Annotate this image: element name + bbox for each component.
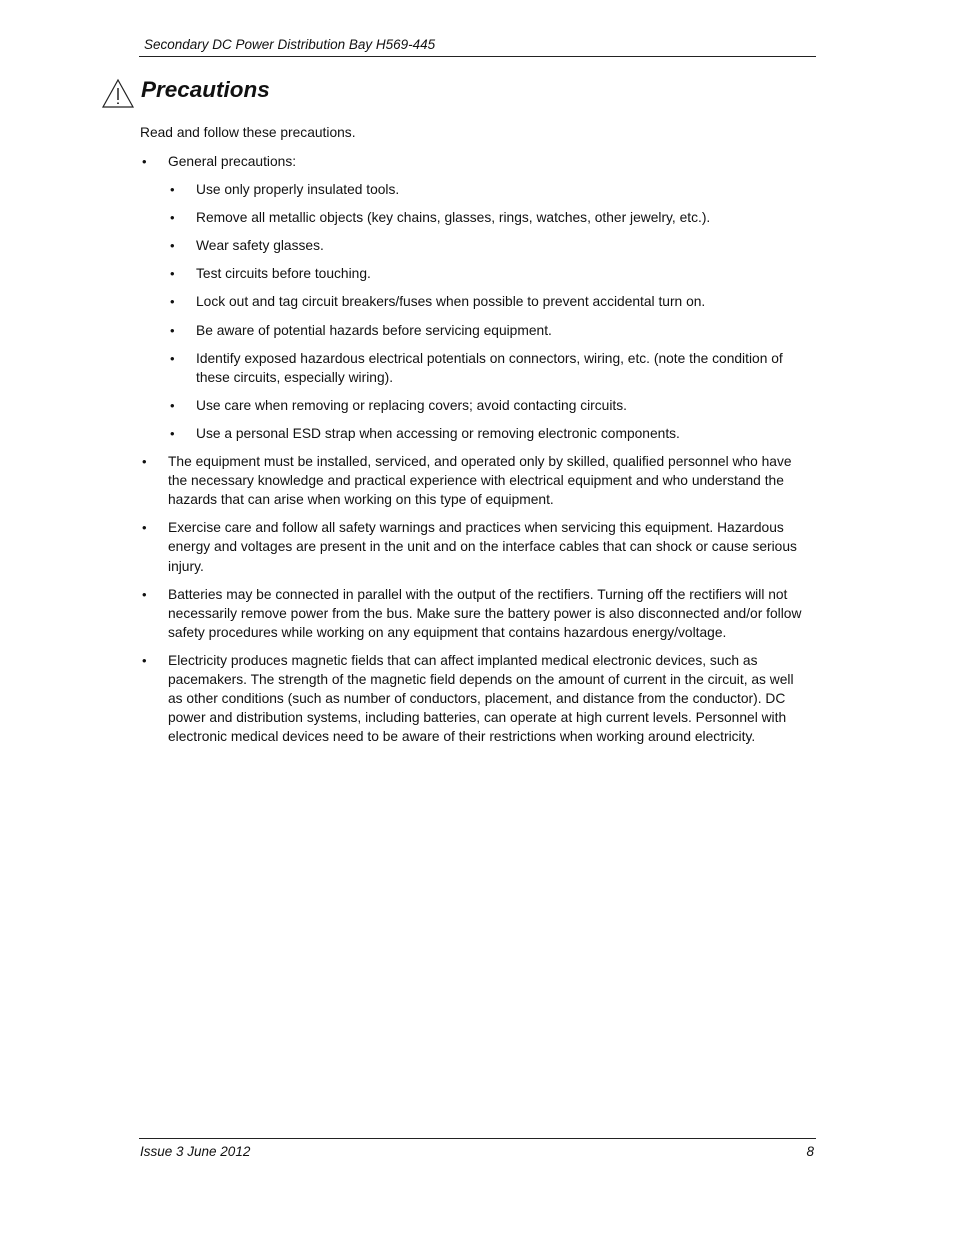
list-item: • Lock out and tag circuit breakers/fuses when possible to prevent accidental turn on. (168, 292, 810, 311)
intro-paragraph: Read and follow these precautions. (140, 125, 356, 140)
list-item: • Use a personal ESD strap when accessing or removing electronic components. (168, 424, 810, 443)
running-title: Secondary DC Power Distribution Bay H569-445 (144, 37, 436, 52)
issue-date: Issue 3 June 2012 (140, 1144, 251, 1159)
general-precautions-list (168, 180, 810, 443)
list-item: • Use care when removing or replacing covers; avoid contacting circuits. (168, 396, 810, 415)
list-item: • Remove all metallic objects (key chains, glasses, rings, watches, other jewelry, etc.). (168, 208, 810, 227)
page-header (139, 36, 816, 57)
list-item: • Exercise care and follow all safety warnings and practices when servicing this equipment. Hazardous energy and voltages are present in the unit and on the interface cables that can shock or cause serious injury. (140, 518, 810, 575)
list-item: • Electricity produces magnetic fields that can affect implanted medical electronic devices, such as pacemakers. The strength of the magnetic field depends on the amount of current in the circuit, as well as other conditions (such as number of conductors, placement, and distance from the conductor). DC power and distribution systems, including batteries, can operate at high current levels. Personnel with electronic medical devices need to be aware of their restrictions when working around electricity. (140, 651, 810, 746)
page-footer (139, 1138, 816, 1163)
list-item-general (140, 152, 810, 443)
page-number: 8 (806, 1144, 814, 1159)
list-item: • Wear safety glasses. (168, 236, 810, 255)
list-item: • Batteries may be connected in parallel with the output of the rectifiers. Turning off the rectifiers will not necessarily remove power from the bus. Make sure the battery power is also disconnected and/or follow safety procedures while working on any equipment that contains hazardous energy/voltage. (140, 585, 810, 642)
warning-triangle-icon (101, 77, 135, 111)
page-title: Precautions (141, 77, 270, 102)
list-item: • Use only properly insulated tools. (168, 180, 810, 199)
general-precautions-label: General precautions: (168, 154, 297, 169)
list-item: • Test circuits before touching. (168, 264, 810, 283)
section-heading (101, 77, 270, 111)
precautions-list (140, 152, 810, 755)
list-item: • Be aware of potential hazards before servicing equipment. (168, 321, 810, 340)
list-item: • Identify exposed hazardous electrical potentials on connectors, wiring, etc. (note the condition of these circuits, especially wiring). (168, 349, 810, 387)
list-item: • The equipment must be installed, serviced, and operated only by skilled, qualified personnel who have the necessary knowledge and practical experience with electrical equipment and who understand the hazards that can arise when working on this type of equipment. (140, 452, 810, 509)
